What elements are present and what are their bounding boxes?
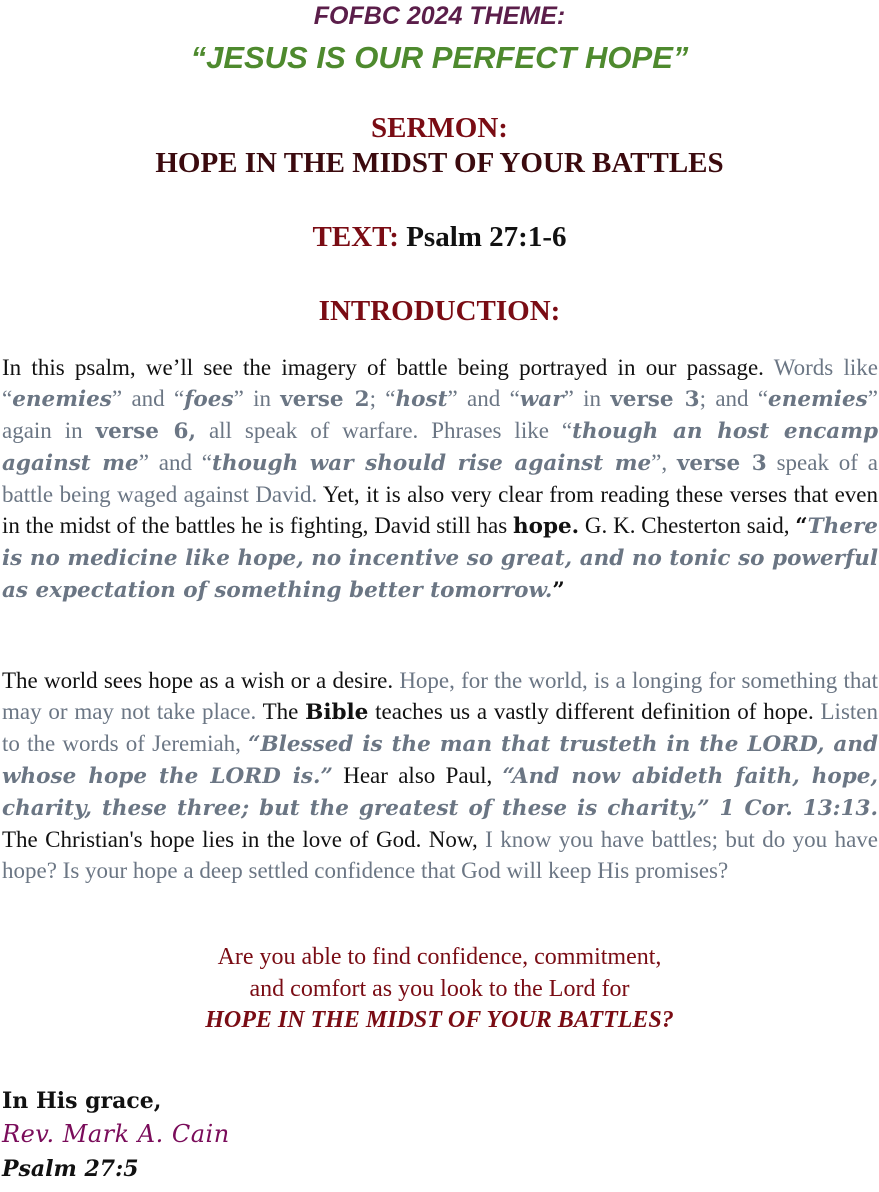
p1-text: In this psalm, we’ll see the imagery of battle being portrayed in our passage.	[2, 355, 774, 380]
p2-text: The	[262, 699, 306, 724]
p2-text: The world sees hope as a wish or a desire.	[2, 668, 400, 693]
p1-keyword: war	[519, 387, 564, 412]
p1-text: ” in	[563, 386, 611, 411]
p1-keyword: foes	[184, 387, 234, 412]
call-to-action-line-2: and comfort as you look to the Lord for	[249, 976, 630, 1002]
text-reference: Psalm 27:1-6	[406, 221, 567, 253]
p1-text: ” in	[233, 386, 281, 411]
call-to-action-line-1: Are you able to find confidence, commitment,	[217, 944, 662, 970]
p1-verse-ref: verse 3	[610, 387, 700, 412]
p1-text: ” again in	[2, 386, 878, 443]
closing-reference: Psalm 27:5	[2, 1156, 139, 1182]
p2-text: The Christian's hope lies in the love of God. Now,	[2, 827, 486, 852]
pastor-signature: Rev. Mark A. Cain	[2, 1120, 230, 1148]
p1-text: ”,	[651, 450, 677, 475]
p1-quote: though war should rise against me	[212, 451, 652, 476]
p1-text: Words like “	[2, 355, 878, 411]
p2-text: I know you have battles; but do you have hope? Is your hope a deep settled confidence that God will keep His promises?	[2, 827, 878, 883]
p1-text: ” and “	[447, 386, 520, 411]
p2-text: teaches us a vastly different definition of hope.	[368, 699, 821, 724]
p1-verse-ref: verse 3	[676, 451, 767, 476]
p1-verse-ref: verse 2	[280, 387, 370, 412]
p1-verse-ref: verse 6,	[95, 419, 197, 444]
p1-quote-mark: “	[795, 514, 808, 539]
p1-text: ; “	[369, 386, 396, 411]
p1-keyword: enemies	[768, 387, 868, 412]
p1-keyword: host	[395, 387, 448, 412]
text-label: TEXT:	[312, 221, 399, 253]
theme-title: “JESUS IS OUR PERFECT HOPE”	[190, 40, 689, 75]
closing-salutation: In His grace,	[2, 1088, 162, 1114]
paul-quote: “And now abideth faith, hope, charity, these three; but the greatest of these is charity,” 1 Cor. 13:13.	[2, 764, 878, 821]
p2-text: Hear also Paul,	[332, 763, 503, 788]
p1-quote: though an host encamp against me	[2, 419, 879, 476]
scripture-text-line	[0, 221, 879, 254]
p2-text: Hope, for the world, is a longing for something that may or may not take place.	[2, 668, 878, 724]
p1-keyword: enemies	[12, 387, 112, 412]
introduction-paragraph-1	[2, 352, 878, 606]
sermon-label: SERMON:	[371, 112, 508, 144]
theme-label: FOFBC 2024 THEME:	[313, 2, 566, 30]
jeremiah-quote: “Blessed is the man that trusteth in the LORD, and whose hope the LORD is.”	[2, 732, 878, 789]
chesterton-quote: There is no medicine like hope, no incentive so great, and no tonic so powerful as expectation of something better tomorrow.	[2, 514, 878, 603]
p1-quote-mark: ”	[552, 578, 565, 603]
p2-text: Listen to the words of Jeremiah,	[2, 699, 878, 756]
sermon-title: HOPE IN THE MIDST OF YOUR BATTLES	[155, 147, 724, 179]
introduction-paragraph-2	[2, 665, 878, 886]
p1-text: ; and “	[699, 386, 769, 411]
p1-text: all speak of warfare. Phrases like “	[196, 418, 573, 443]
introduction-heading: INTRODUCTION:	[318, 295, 561, 327]
p2-bible-word: Bible	[305, 700, 369, 725]
p1-text: ” and “	[111, 386, 185, 411]
p1-text: Yet, it is also very clear from reading these verses that even in the midst of the battles he is fighting, David still has	[2, 482, 878, 538]
call-to-action-line-3: HOPE IN THE MIDST OF YOUR BATTLES?	[205, 1007, 674, 1033]
p1-text: ” and “	[138, 450, 213, 475]
p1-text: G. K. Chesterton said,	[579, 513, 796, 538]
p1-hope-word: hope.	[512, 514, 580, 539]
p1-text: speak of a battle being waged against David.	[2, 450, 878, 507]
